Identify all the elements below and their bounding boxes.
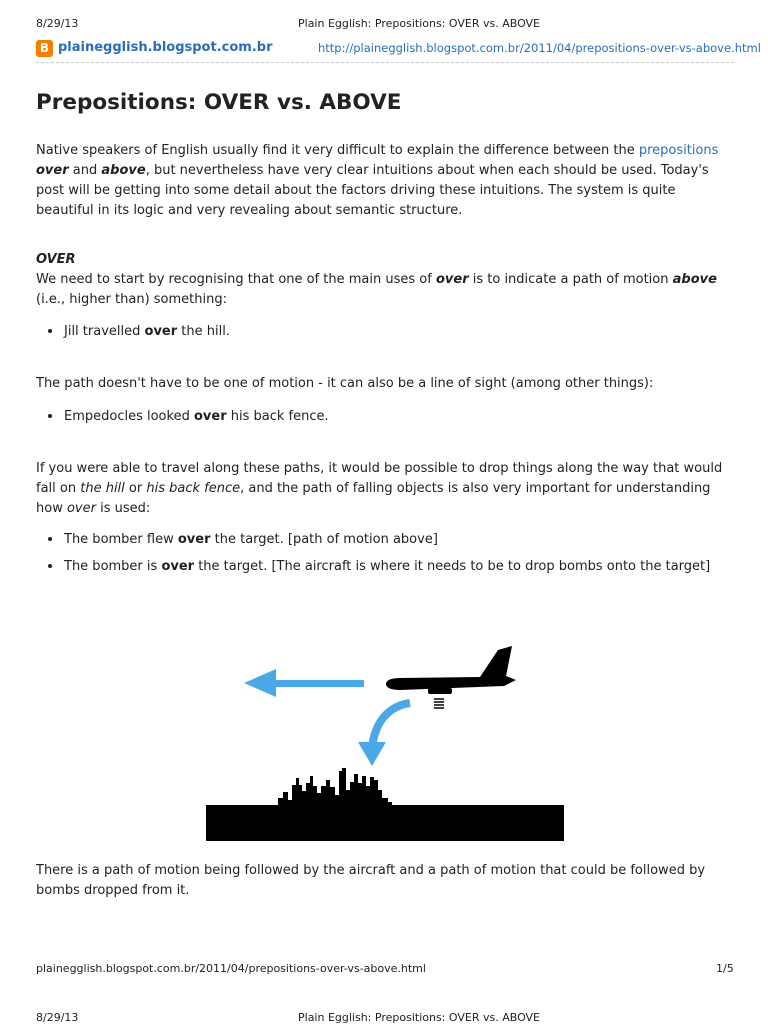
next-page-title: Plain Egglish: Prepositions: OVER vs. ABOVE: [298, 1011, 541, 1024]
print-date: 8/29/13: [36, 17, 79, 30]
skyline-buildings: [278, 768, 392, 805]
bullet-icon: [48, 414, 52, 418]
airplane-silhouette: [386, 646, 516, 708]
example-list-item: Empedocles looked over his back fence.: [48, 407, 329, 427]
example-list-item: Jill travelled over the hill.: [48, 322, 230, 342]
airplane-fuselage: [386, 646, 516, 690]
falling-arrow-head: [358, 742, 386, 766]
paragraph-4: There is a path of motion being followed by the aircraft and a path of motion that could be followed by bombs dropped from it.: [36, 863, 706, 898]
print-title: Plain Egglish: Prepositions: OVER vs. ABOVE: [298, 17, 541, 30]
header-divider: [36, 62, 734, 63]
bullet-icon: [48, 564, 52, 568]
city-skyline: [206, 768, 564, 841]
footer-url: plainegglish.blogspot.com.br/2011/04/prepositions-over-vs-above.html: [36, 962, 426, 975]
blogger-icon: B: [36, 40, 53, 57]
next-page-date: 8/29/13: [36, 1011, 79, 1024]
ground-bar: [206, 805, 564, 841]
post-title: Prepositions: OVER vs. ABOVE: [36, 90, 402, 115]
motion-arrow-left: [244, 669, 364, 697]
airplane-engine: [428, 688, 452, 694]
paragraph-1: We need to start by recognising that one of the main uses of over is to indicate a path of motion above (i.e., higher than) something:: [36, 272, 717, 307]
bomber-illustration: [200, 640, 570, 845]
prepositions-link[interactable]: prepositions: [638, 143, 719, 158]
example-list-item: The bomber flew over the target. [path of motion above]: [48, 530, 438, 550]
motion-arrow-head: [244, 669, 276, 697]
example-list-item: The bomber is over the target. [The aircraft is where it needs to be to drop bombs onto the target]: [48, 557, 710, 577]
bullet-icon: [48, 329, 52, 333]
footer-page-number: 1/5: [716, 962, 734, 975]
motion-arrow-shaft: [264, 680, 364, 687]
blog-name-link[interactable]: plainegglish.blogspot.com.br: [58, 40, 273, 55]
falling-arrow-curve: [372, 703, 410, 748]
bullet-icon: [48, 537, 52, 541]
section-heading-over: OVER: [36, 252, 76, 267]
post-url-link[interactable]: http://plainegglish.blogspot.com.br/2011/04/prepositions-over-vs-above.html: [318, 41, 761, 55]
intro-paragraph: Native speakers of English usually find it very difficult to explain the difference between the prepositions over and above, but nevertheless have very clear intuitions about when each should be used. Today's post will be getting into some detail about the factors driving these intuitions. The system is quite beautiful in its logic and very revealing about semantic structure.: [36, 143, 719, 218]
falling-arrow: [358, 703, 410, 766]
paragraph-2: The path doesn't have to be one of motion - it can also be a line of sight (among other things):: [36, 376, 654, 391]
paragraph-3: If you were able to travel along these paths, it would be possible to drop things along the way that would fall on the hill or his back fence, and the path of falling objects is also very important for understanding how over is used:: [36, 461, 723, 516]
